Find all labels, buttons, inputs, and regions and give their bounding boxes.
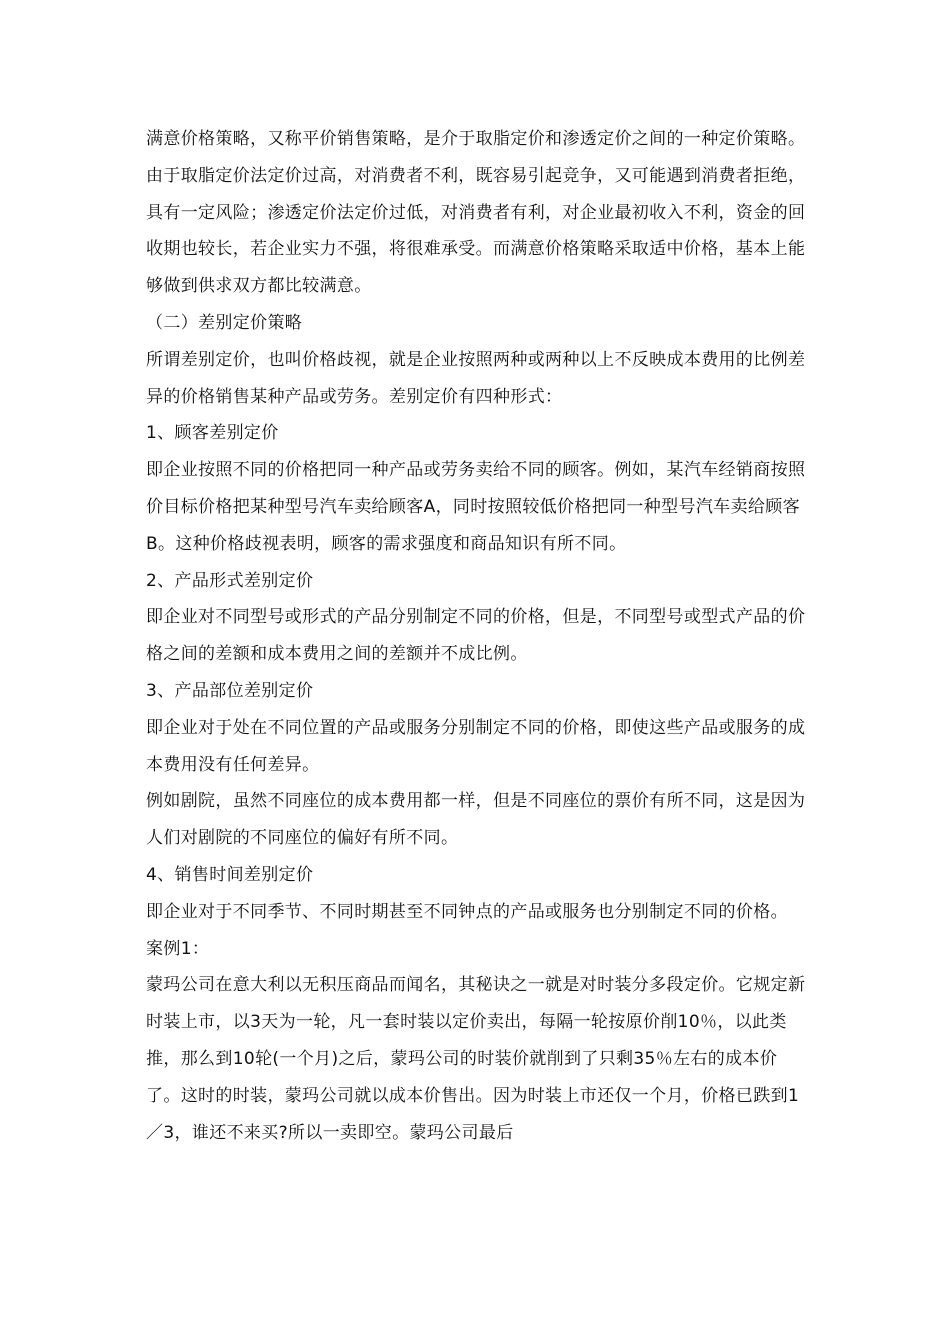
document-body xyxy=(146,121,811,1151)
paragraph-case-1-body: 蒙玛公司在意大利以无积压商品而闻名，其秘诀之一就是对时装分多段定价。它规定新时装上市，以3天为一轮，凡一套时装以定价卖出，每隔一轮按原价削10％，以此类推，那么到10轮(一个月)之后，蒙玛公司的时装价就削到了只剩35％左右的成本价了。这时的时装，蒙玛公司就以成本价售出。因为时装上市还仅一个月，价格已跌到1／3，谁还不来买?所以一卖即空。蒙玛公司最后 xyxy=(146,975,806,1143)
paragraph-differential-definition: 所谓差别定价，也叫价格歧视，就是企业按照两种或两种以上不反映成本费用的比例差异的价格销售某种产品或劳务。差别定价有四种形式： xyxy=(146,349,806,407)
paragraph-time-differential: 即企业对于不同季节、不同时期甚至不同钟点的产品或服务也分别制定不同的价格。 xyxy=(146,901,788,922)
section-heading-differential-pricing: （二）差别定价策略 xyxy=(146,312,303,333)
heading-case-1: 案例1： xyxy=(146,938,210,959)
paragraph-theater-example: 例如剧院，虽然不同座位的成本费用都一样，但是不同座位的票价有所不同，这是因为人们对剧院的不同座位的偏好有所不同。 xyxy=(146,791,806,849)
paragraph-product-form-differential: 即企业对不同型号或形式的产品分别制定不同的价格，但是，不同型号或型式产品的价格之间的差额和成本费用之间的差额并不成比例。 xyxy=(146,607,806,665)
heading-time-differential: 4、销售时间差别定价 xyxy=(146,864,314,885)
heading-customer-differential: 1、顾客差别定价 xyxy=(146,423,279,444)
paragraph-satisfaction-pricing: 满意价格策略，又称平价销售策略，是介于取脂定价和渗透定价之间的一种定价策略。由于取脂定价法定价过高，对消费者不利，既容易引起竞争，又可能遇到消费者拒绝，具有一定风险；渗透定价法定价过低，对消费者有利，对企业最初收入不利，资金的回收期也较长，若企业实力不强，将很难承受。而满意价格策略采取适中价格，基本上能够做到供求双方都比较满意。 xyxy=(146,129,806,297)
heading-product-location-differential: 3、产品部位差别定价 xyxy=(146,680,314,701)
heading-product-form-differential: 2、产品形式差别定价 xyxy=(146,570,314,591)
paragraph-product-location-differential: 即企业对于处在不同位置的产品或服务分别制定不同的价格，即使这些产品或服务的成本费用没有任何差异。 xyxy=(146,717,806,775)
paragraph-customer-differential: 即企业按照不同的价格把同一种产品或劳务卖给不同的顾客。例如，某汽车经销商按照价目标价格把某种型号汽车卖给顾客A，同时按照较低价格把同一种型号汽车卖给顾客B。这种价格歧视表明，顾客的需求强度和商品知识有所不同。 xyxy=(146,460,806,554)
